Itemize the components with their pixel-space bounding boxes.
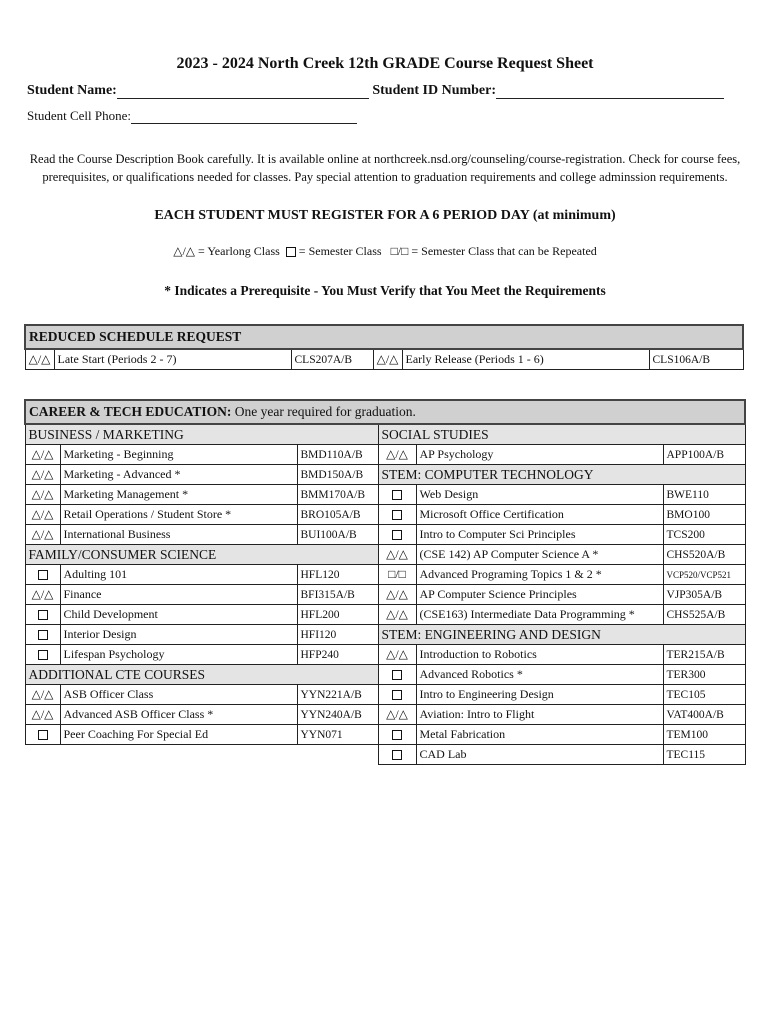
page-title: 2023 - 2024 North Creek 12th GRADE Course Request Sheet	[176, 55, 594, 72]
course-code: TEC115	[663, 745, 745, 765]
yearlong-checkbox[interactable]: △/△	[25, 485, 60, 505]
legend	[0, 244, 770, 259]
table-row	[25, 505, 745, 525]
table-row	[25, 465, 745, 485]
course-code: TEM100	[663, 725, 745, 745]
table-row	[25, 565, 745, 585]
course-code: BFI315A/B	[297, 585, 378, 605]
semester-checkbox[interactable]	[378, 525, 416, 545]
course-name: Marketing - Beginning	[60, 445, 297, 465]
checkbox-icon	[392, 510, 402, 520]
empty-cell	[25, 745, 378, 765]
course-code: HFL200	[297, 605, 378, 625]
course-code: TEC105	[663, 685, 745, 705]
table-row	[25, 445, 745, 465]
semester-checkbox[interactable]	[25, 625, 60, 645]
yearlong-checkbox[interactable]: △/△	[378, 705, 416, 725]
course-code: CLS106A/B	[649, 349, 743, 370]
yearlong-checkbox[interactable]: △/△	[25, 445, 60, 465]
table-row	[25, 725, 745, 745]
semester-checkbox[interactable]	[378, 685, 416, 705]
course-code: TCS200	[663, 525, 745, 545]
repeat-symbol: □/□	[390, 244, 409, 258]
yearlong-checkbox[interactable]: △/△	[25, 349, 54, 370]
course-code: BMD110A/B	[297, 445, 378, 465]
course-code: VJP305A/B	[663, 585, 745, 605]
checkbox-icon	[38, 650, 48, 660]
course-name: Metal Fabrication	[416, 725, 663, 745]
section-business: BUSINESS / MARKETING	[25, 424, 378, 445]
course-name: Introduction to Robotics	[416, 645, 663, 665]
semester-checkbox[interactable]	[25, 605, 60, 625]
section-additional: ADDITIONAL CTE COURSES	[25, 665, 378, 685]
yearlong-checkbox[interactable]: △/△	[25, 685, 60, 705]
yearlong-text: = Yearlong Class	[195, 244, 280, 258]
student-info-row	[27, 83, 724, 99]
table-row	[25, 545, 745, 565]
reduced-schedule-header: REDUCED SCHEDULE REQUEST	[25, 325, 743, 349]
table-row	[25, 424, 745, 445]
section-social-studies: SOCIAL STUDIES	[378, 424, 745, 445]
yearlong-checkbox[interactable]: △/△	[378, 585, 416, 605]
checkbox-icon	[38, 570, 48, 580]
table-row	[25, 685, 745, 705]
course-name: (CSE163) Intermediate Data Programming *	[416, 605, 663, 625]
course-name: Intro to Computer Sci Principles	[416, 525, 663, 545]
must-register-text: EACH STUDENT MUST REGISTER FOR A 6 PERIOD DAY (at minimum)	[154, 208, 616, 223]
table-row	[25, 625, 745, 645]
course-code: YYN071	[297, 725, 378, 745]
yearlong-checkbox[interactable]: △/△	[373, 349, 402, 370]
course-name: Marketing - Advanced *	[60, 465, 297, 485]
course-name: Microsoft Office Certification	[416, 505, 663, 525]
yearlong-checkbox[interactable]: △/△	[25, 525, 60, 545]
section-stem-engineering: STEM: ENGINEERING AND DESIGN	[378, 625, 745, 645]
course-name: (CSE 142) AP Computer Science A *	[416, 545, 663, 565]
course-name: AP Psychology	[416, 445, 663, 465]
table-row	[25, 585, 745, 605]
yearlong-checkbox[interactable]: △/△	[25, 585, 60, 605]
checkbox-icon	[392, 690, 402, 700]
yearlong-checkbox[interactable]: △/△	[25, 465, 60, 485]
intro-text: Read the Course Description Book carefully. It is available online at northcreek.nsd.org/counseling/course-registration. Check for course fees, prerequisites, or qualifications needed for classes. Pay special attention to graduation requirements and college adminssion requirements.	[29, 152, 741, 184]
semester-checkbox[interactable]	[378, 745, 416, 765]
semester-checkbox[interactable]	[25, 565, 60, 585]
course-name: Intro to Engineering Design	[416, 685, 663, 705]
course-name: Adulting 101	[60, 565, 297, 585]
yearlong-checkbox[interactable]: △/△	[378, 545, 416, 565]
cte-header: CAREER & TECH EDUCATION: One year required for graduation.	[25, 400, 745, 424]
course-code: TER300	[663, 665, 745, 685]
table-row	[25, 605, 745, 625]
semester-text: = Semester Class	[295, 244, 382, 258]
student-id-field[interactable]	[496, 84, 724, 99]
course-name: CAD Lab	[416, 745, 663, 765]
course-code: BRO105A/B	[297, 505, 378, 525]
course-code: VCP520/VCP521	[663, 565, 745, 585]
table-row	[25, 705, 745, 725]
yearlong-checkbox[interactable]: △/△	[378, 645, 416, 665]
table-row	[25, 745, 745, 765]
checkbox-icon	[38, 730, 48, 740]
semester-checkbox[interactable]	[378, 665, 416, 685]
yearlong-checkbox[interactable]: △/△	[25, 705, 60, 725]
course-code: CLS207A/B	[291, 349, 373, 370]
table-row	[25, 665, 745, 685]
section-stem-computer: STEM: COMPUTER TECHNOLOGY	[378, 465, 745, 485]
course-code: BWE110	[663, 485, 745, 505]
course-code: YYN221A/B	[297, 685, 378, 705]
course-name: Child Development	[60, 605, 297, 625]
table-row	[25, 485, 745, 505]
course-name: Retail Operations / Student Store *	[60, 505, 297, 525]
course-code: HFP240	[297, 645, 378, 665]
course-code: APP100A/B	[663, 445, 745, 465]
cell-phone-row	[27, 108, 357, 124]
course-code: VAT400A/B	[663, 705, 745, 725]
checkbox-icon	[392, 670, 402, 680]
course-name: Advanced Programing Topics 1 & 2 *	[416, 565, 663, 585]
course-name: Late Start (Periods 2 - 7)	[54, 349, 291, 370]
course-code: BMM170A/B	[297, 485, 378, 505]
course-name: Finance	[60, 585, 297, 605]
checkbox-icon	[392, 750, 402, 760]
checkbox-icon	[392, 730, 402, 740]
repeat-text: = Semester Class that can be Repeated	[408, 244, 597, 258]
course-code: CHS525A/B	[663, 605, 745, 625]
checkbox-icon	[392, 490, 402, 500]
checkbox-icon	[38, 630, 48, 640]
course-code: BUI100A/B	[297, 525, 378, 545]
course-code: BMD150A/B	[297, 465, 378, 485]
semester-checkbox[interactable]	[25, 645, 60, 665]
course-name: AP Computer Science Principles	[416, 585, 663, 605]
course-name: Advanced Robotics *	[416, 665, 663, 685]
course-name: Lifespan Psychology	[60, 645, 297, 665]
course-name: Marketing Management *	[60, 485, 297, 505]
yearlong-checkbox[interactable]: △/△	[378, 605, 416, 625]
semester-checkbox[interactable]	[378, 725, 416, 745]
semester-checkbox-icon	[286, 247, 296, 257]
repeat-checkbox[interactable]: □/□	[378, 565, 416, 585]
reduced-schedule-table	[24, 324, 744, 370]
course-name: Web Design	[416, 485, 663, 505]
yearlong-symbol: △/△	[173, 244, 196, 258]
student-name-label: Student Name:	[27, 83, 117, 98]
table-row	[25, 349, 743, 370]
checkbox-icon	[392, 530, 402, 540]
course-code: CHS520A/B	[663, 545, 745, 565]
semester-checkbox[interactable]	[378, 505, 416, 525]
prereq-note: * Indicates a Prerequisite - You Must Verify that You Meet the Requirements	[164, 283, 606, 298]
cell-phone-field[interactable]	[131, 109, 357, 124]
course-name: International Business	[60, 525, 297, 545]
course-name: Advanced ASB Officer Class *	[60, 705, 297, 725]
yearlong-checkbox[interactable]: △/△	[378, 445, 416, 465]
cell-phone-label: Student Cell Phone:	[27, 108, 131, 123]
course-code: BMO100	[663, 505, 745, 525]
course-name: Peer Coaching For Special Ed	[60, 725, 297, 745]
course-name: ASB Officer Class	[60, 685, 297, 705]
course-code: TER215A/B	[663, 645, 745, 665]
table-row	[25, 645, 745, 665]
cte-table	[24, 399, 746, 765]
table-row	[25, 525, 745, 545]
course-code: HFI120	[297, 625, 378, 645]
semester-checkbox[interactable]	[378, 485, 416, 505]
section-fcs: FAMILY/CONSUMER SCIENCE	[25, 545, 378, 565]
checkbox-icon	[38, 610, 48, 620]
student-id-label: Student ID Number:	[372, 83, 497, 98]
course-code: HFL120	[297, 565, 378, 585]
student-name-field[interactable]	[117, 84, 369, 99]
semester-checkbox[interactable]	[25, 725, 60, 745]
course-name: Aviation: Intro to Flight	[416, 705, 663, 725]
course-name: Early Release (Periods 1 - 6)	[402, 349, 649, 370]
yearlong-checkbox[interactable]: △/△	[25, 505, 60, 525]
course-code: YYN240A/B	[297, 705, 378, 725]
course-name: Interior Design	[60, 625, 297, 645]
